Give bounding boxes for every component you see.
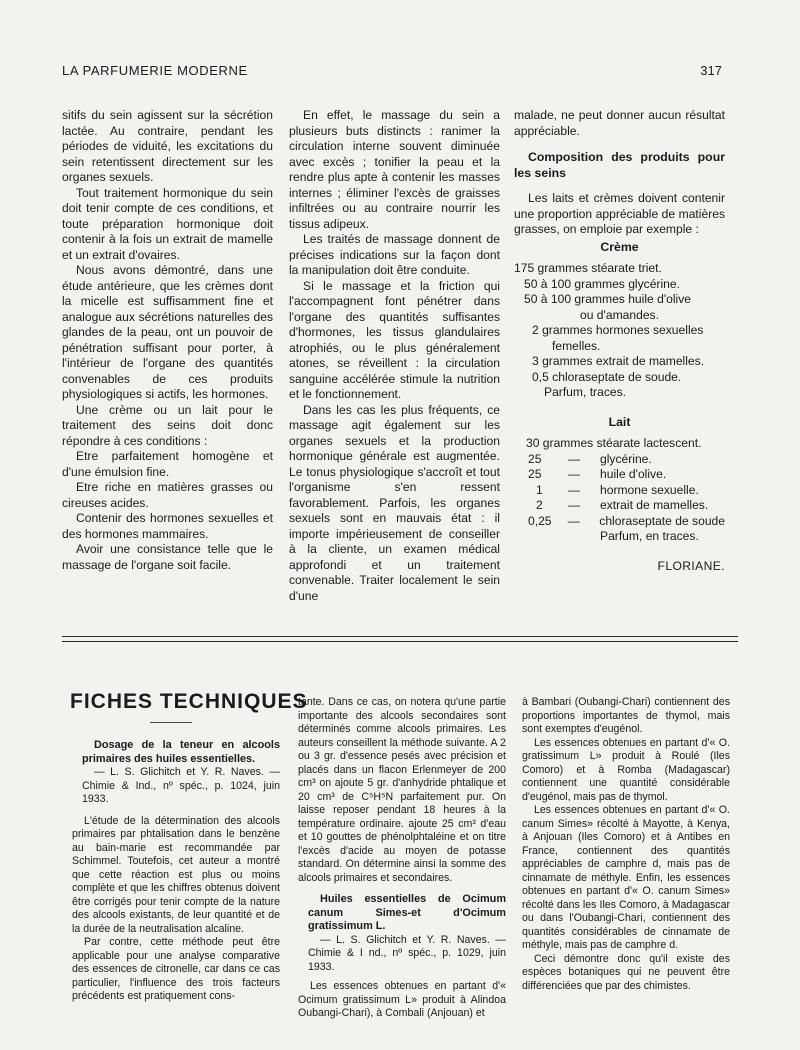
ingredient: extrait de mamelles. [600,498,709,512]
fiches-column-2 [298,696,506,1021]
creme-formula [514,261,725,401]
page-number: 317 [700,63,722,78]
formula-line: 50 à 100 grammes huile d'olive [524,292,692,306]
paragraph: tante. Dans ce cas, on notera qu'une partie importante des alcools secondaires sont déterminés comme alcools primaires. Les auteurs conseillent la méthode suivante. A 2 ou 3 gr. d'essence pesés avec précision et placés dans un flacon Erlenmeyer de 200 cm³ on ajoute 5 gr. d'anhydride phtalique et 20 cm³ de C⁵H⁵N parfaitement pur. On laisse reposer pendant 18 heures à la température ordinaire. ajoute 25 cm³ d'eau et 10 gouttes de phénolphtaléine et on titre l'excès d'acide au moyen de potasse standard. On détermine ainsi la somme des alcools primaires et secondaires. [298,696,506,884]
ingredient: hormone sexuelle. [600,482,699,497]
composition-heading: Composition des produits pour les seins [514,150,725,180]
lait-title: Lait [608,414,631,429]
formula-line: 0,5 chloraseptate de soude. [532,369,682,384]
paragraph: Dans les cas les plus fréquents, ce massage agit également sur les organes sexuels et la production hormonique générale est augmentée. Le tonus physiologique s'accroît et tout l'organisme s'en ressent favorablement. Parfois, les organes sexuels sont en mauvais état : il importe impérieusement de conseiller à la cliente, un examen médical approfondi et un traitement convenable. Traiter localement le sein d'une [289,402,500,603]
quantity: 2 [536,498,543,512]
paragraph: sitifs du sein agissent sur la sécrétion lactée. Au contraire, pendant les périodes de viduité, les excitations du sein retentissent directement sur les organes sexuels. [62,108,273,184]
formula-line: Parfum, en traces. [600,529,699,543]
formula-line [514,483,725,499]
formula-line [514,514,725,530]
paragraph: Ceci démontre donc qu'il existe des espèces botaniques qui ne peuvent être différenciées que par des chimistes. [522,952,730,992]
section-divider-top [62,636,738,637]
paragraph: Tout traitement hormonique du sein doit tenir compte de ces conditions, et toute préparation hormonique doit contenir à la fois un extrait de mamelle et un extrait d'ovaires. [62,185,273,262]
formula-line: ou d'amandes. [580,307,659,322]
paragraph: Nous avons démontré, dans une étude antérieure, que les crèmes dont la micelle est suffisamment fine et analogue aux sécrétions naturelles des glandes de la peau, ont un pouvoir de pénétration suffisant pour porter, à l'intérieur de l'organe des quantités convenables de ces produits physiologiques si actifs, les hormones. [62,263,273,401]
quantity: 1 [536,482,543,497]
ingredient: chloraseptate de soude [599,513,725,528]
ditto-dash: — [568,498,581,512]
running-title: LA PARFUMERIE MODERNE [62,63,248,78]
formula-line: femelles. [552,338,601,353]
article-column-1 [62,108,273,573]
section-divider-bottom [62,641,738,642]
ditto-dash: — [568,482,581,497]
paragraph: Les essences obtenues en partant d'« O. canum Simes» récolté à Mayotte, à Kenya, à Anjouan (Iles Comoro) et à Antibes en France, contiennent des quantités appréciables de camphre d, mais pas de cinnamate de méthyle. Enfin, les essences obtenues en partant d'« O. canum Simes» récolté dans les Iles Comoro, à Madagascar ou dans l'Oubangi-Chari, contiennent des quantités considérables de cinnamate de méthyle, mais pas de camphre d. [522,804,730,951]
entry-title: Dosage de la teneur en alcools primaires des huiles essentielles. [82,739,280,765]
page-header [62,63,722,81]
paragraph: Par contre, cette méthode peut être applicable pour une analyse comparative des essences de citronelle, car dans ce cas particulier, l'influence des trois facteurs précédents est pratiquement cons- [72,936,280,1002]
quantity: 25 [528,451,542,466]
ingredient: glycérine. [600,451,652,466]
paragraph: Etre parfaitement homogène et d'une émulsion fine. [62,449,273,479]
article-column-2 [289,108,500,604]
paragraph: Les essences obtenues en partant d'« Ocimum gratissimum L» produit à Alindoa Oubangi-Chari), à Combali (Anjouan) et [298,980,506,1019]
formula-line: Parfum, traces. [544,385,626,399]
ditto-dash: — [567,513,580,528]
paragraph: à Bambari (Oubangi-Chari) contiennent des proportions importantes de thymol, mais sont exemptes d'eugénol. [522,696,730,735]
fiches-techniques-title: FICHES TECHNIQUES [70,690,308,713]
paragraph: En effet, le massage du sein a plusieurs buts distincts : ranimer la circulation interne souvent diminuée avec excès ; tonifier la peau et la rendre plus apte à contenir les masses internes ; éliminer l'excès de graisses infiltrées ou au contraire nourrir les tissus adipeux. [289,108,500,231]
paragraph: Si le massage et la friction qui l'accompagnent font pénétrer dans l'organe des quantités suffisantes d'hormones, les tissus glandulaires atrophiés, ou le plus généralement atones, se réveillent : la circulation sanguine accélérée stimule la nutrition et le fonctionnement. [289,278,500,401]
fiches-column-3 [522,696,730,993]
paragraph: Les laits et crèmes doivent contenir une proportion appréciable de matières grasses, on emploie par exemple : [514,191,725,236]
formula-line: 3 grammes extrait de mamelles. [532,354,705,368]
paragraph: Les essences obtenues en partant d'« O. gratissimum L» produit à Roulé (Iles Comoro) et à Romba (Madagascar) contiennent une quantité considérable d'eugénol, mais pas de thymol. [522,736,730,803]
paragraph: Avoir une consistance telle que le massage de l'organe soit facile. [62,542,273,572]
paragraph: L'étude de la détermination des alcools primaires par phtalisation dans le benzène au bain-marie est recommandée par Schimmel. Toutefois, cet auteur a montré que cette réaction est plus ou moins complète et que les chiffres obtenus doivent être corrigés pour tenir compte de la nature des alcools existants, de leur quantité et de la durée de la neutralisation alcaline. [72,814,280,935]
author-signature: FLORIANE. [657,558,725,573]
ingredient: huile d'olive. [600,467,667,481]
quantity: 25 [528,467,542,481]
entry-reference: — L. S. Glichitch et Y. R. Naves. — Chimie & Ind., nº spéc., p. 1024, juin 1933. [82,766,280,805]
formula-line: 2 grammes hormones sexuelles [532,323,704,337]
article-column-3 [514,108,725,574]
formula-line [514,498,725,514]
formula-line: 50 à 100 grammes glycérine. [524,276,680,291]
fiches-column-1 [72,739,280,1004]
creme-title: Crème [600,239,639,254]
lait-formula [514,436,725,545]
quantity: 0,25 [528,513,552,528]
ditto-dash: — [568,451,581,466]
paragraph: Contenir des hormones sexuelles et des hormones mammaires. [62,511,273,541]
formula-line: 30 grammes stéarate lactescent. [526,436,702,450]
paragraph: malade, ne peut donner aucun résultat appréciable. [514,108,725,138]
paragraph: Les traités de massage donnent de précises indications sur la façon dont la manipulation doit être conduite. [289,232,500,277]
title-underline [150,722,192,723]
paragraph: Une crème ou un lait pour le traitement des seins doit donc répondre à ces conditions : [62,402,273,448]
ditto-dash: — [568,467,581,481]
paragraph: Etre riche en matières grasses ou cireuses acides. [62,480,273,510]
formula-line: 175 grammes stéarate triet. [514,261,662,275]
formula-line [514,452,725,468]
entry-reference: — L. S. Glichitch et Y. R. Naves. — Chimie & I nd., nº spéc., p. 1029, juin 1933. [308,933,506,973]
entry-title: Huiles essentielles de Ocimum canum Simes-et d'Ocimum gratissimum L. [308,893,506,932]
formula-line [514,467,725,483]
